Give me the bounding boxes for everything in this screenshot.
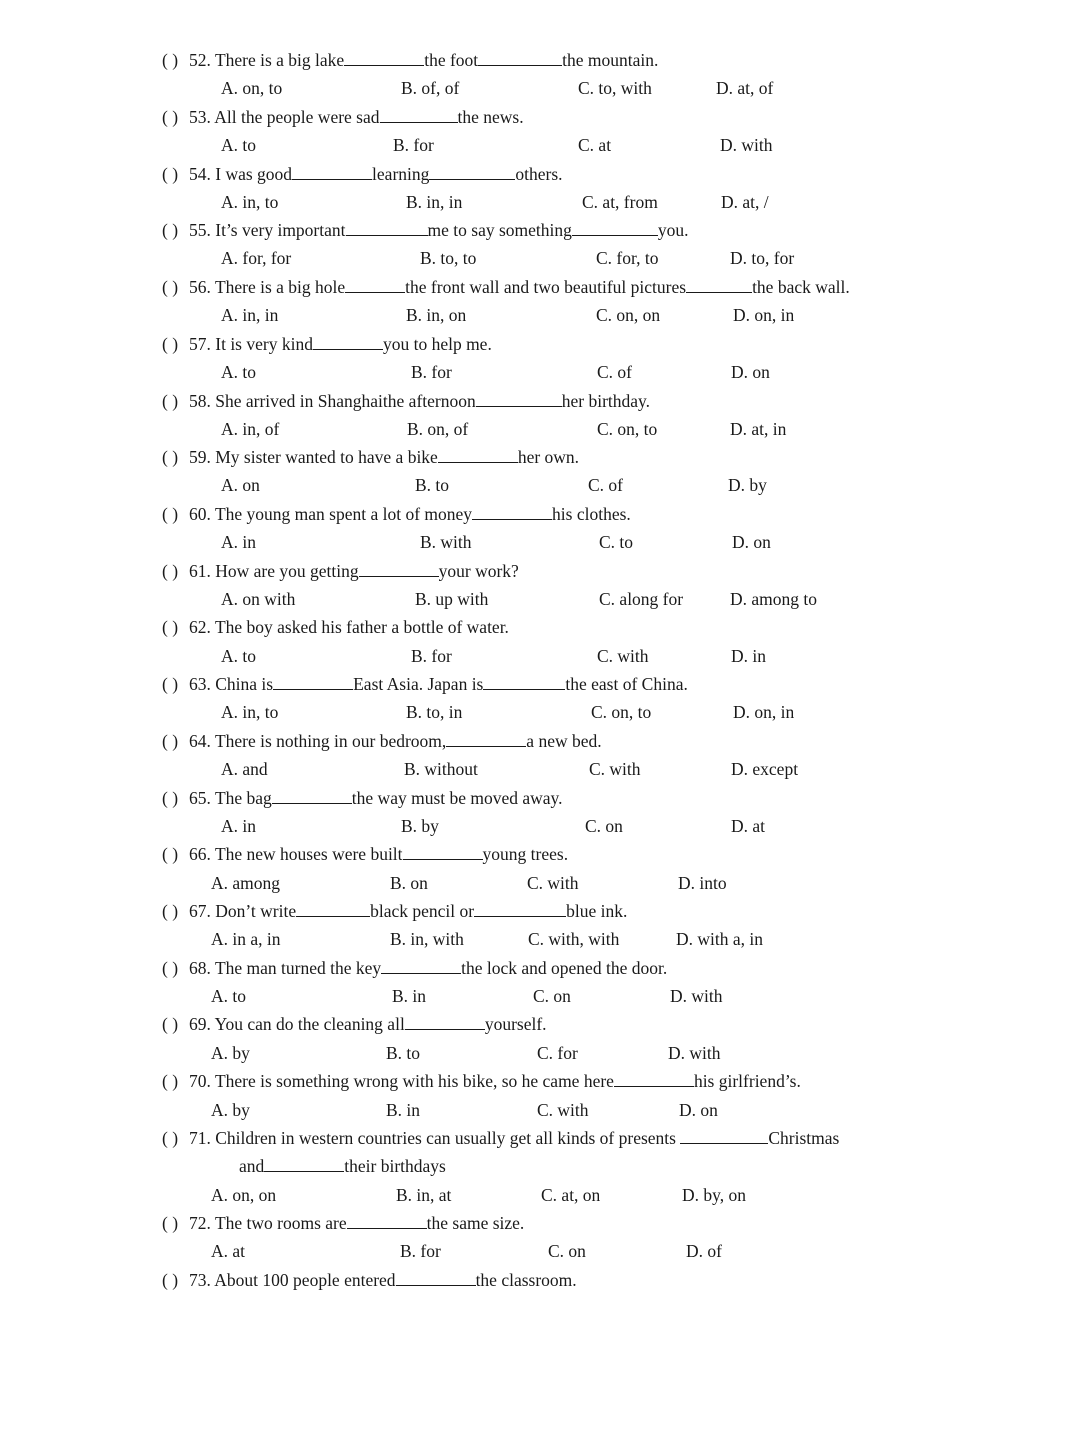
question-72: [0, 1209, 1080, 1237]
question-number: 59: [189, 447, 207, 467]
options-72: [0, 1237, 1080, 1265]
answer-bracket[interactable]: ( ): [162, 50, 179, 70]
stem-text: The two rooms are: [214, 1213, 347, 1233]
option-d[interactable]: D. among to: [730, 589, 818, 609]
option-b[interactable]: B. to: [415, 475, 450, 495]
option-b[interactable]: B. to, to: [420, 248, 477, 268]
answer-blank[interactable]: [403, 841, 483, 860]
options-55: [0, 244, 1080, 272]
option-d[interactable]: D. on, in: [733, 305, 795, 325]
question-number: 64: [189, 731, 207, 751]
options-67: [0, 925, 1080, 953]
stem-text: your work?: [438, 561, 519, 581]
answer-blank[interactable]: [347, 1210, 427, 1229]
option-b[interactable]: B. on: [390, 873, 428, 893]
question-71-continued: [0, 1152, 1080, 1180]
question-stem: 67. Don’t write black pencil or blue ink.: [189, 897, 627, 925]
options-62: [0, 642, 1080, 670]
options-52: [0, 74, 1080, 102]
answer-bracket[interactable]: ( ): [162, 220, 179, 240]
question-66: [0, 840, 1080, 868]
option-d[interactable]: D. with a, in: [676, 929, 764, 949]
answer-blank[interactable]: [292, 161, 372, 180]
answer-blank[interactable]: [483, 671, 565, 690]
stem-text: the way must be moved away.: [351, 788, 563, 808]
stem-text: blue ink.: [566, 901, 628, 921]
question-stem: 56. There is a big hole the front wall and two beautiful pictures the back wall.: [189, 273, 850, 301]
answer-blank[interactable]: [614, 1068, 694, 1087]
answer-blank[interactable]: [429, 161, 515, 180]
option-b[interactable]: B. for: [393, 135, 434, 155]
question-73: [0, 1266, 1080, 1294]
answer-blank[interactable]: [380, 104, 458, 123]
stem-text: East Asia. Japan is: [353, 674, 484, 694]
options-61: [0, 585, 1080, 613]
option-a[interactable]: A. on, to: [221, 78, 283, 98]
answer-bracket[interactable]: ( ): [162, 334, 179, 354]
option-d[interactable]: D. on: [732, 532, 771, 552]
option-b[interactable]: B. for: [411, 362, 452, 382]
option-d[interactable]: D. at, in: [730, 419, 787, 439]
stem-text: I was good: [215, 164, 293, 184]
option-a[interactable]: A. on, on: [211, 1185, 277, 1205]
option-a[interactable]: A. for, for: [221, 248, 292, 268]
question-stem: 58. She arrived in Shanghaithe afternoon her birthday.: [189, 387, 650, 415]
question-stem: 71. Children in western countries can usually get all kinds of presents Christmas: [189, 1124, 839, 1152]
answer-bracket[interactable]: ( ): [162, 788, 179, 808]
option-c[interactable]: C. with: [537, 1100, 589, 1120]
option-d[interactable]: D. into: [678, 873, 727, 893]
option-a[interactable]: A. in, to: [221, 192, 279, 212]
question-number: 57: [189, 334, 207, 354]
stem-text: The boy asked his father a bottle of water.: [214, 617, 509, 637]
option-b[interactable]: B. with: [420, 532, 472, 552]
option-b[interactable]: B. in: [392, 986, 427, 1006]
question-stem: 69. You can do the cleaning all yourself.: [189, 1010, 547, 1038]
stem-text: their birthdays: [344, 1156, 446, 1176]
answer-blank[interactable]: [472, 501, 552, 520]
question-56: [0, 273, 1080, 301]
option-a[interactable]: A. in, of: [221, 419, 280, 439]
option-a[interactable]: A. to: [221, 646, 256, 666]
stem-text: the foot: [424, 50, 479, 70]
answer-bracket[interactable]: ( ): [162, 844, 179, 864]
answer-bracket[interactable]: ( ): [162, 1270, 179, 1290]
answer-blank[interactable]: [476, 388, 562, 407]
question-stem: 53. All the people were sad the news.: [189, 103, 524, 131]
option-b[interactable]: B. by: [401, 816, 439, 836]
stem-text: There is a big hole: [214, 277, 346, 297]
question-stem: 65. The bag the way must be moved away.: [189, 784, 563, 812]
option-a[interactable]: A. on with: [221, 589, 296, 609]
question-stem: 70. There is something wrong with his bike, so he came here his girlfriend’s.: [189, 1067, 801, 1095]
option-a[interactable]: A. among: [211, 873, 281, 893]
answer-bracket[interactable]: ( ): [162, 447, 179, 467]
stem-text: others.: [515, 164, 563, 184]
answer-blank[interactable]: [680, 1125, 768, 1144]
answer-blank[interactable]: [438, 444, 518, 463]
option-b[interactable]: B. to, in: [406, 702, 463, 722]
option-c[interactable]: C. for, to: [596, 248, 659, 268]
question-63: [0, 670, 1080, 698]
answer-bracket[interactable]: ( ): [162, 731, 179, 751]
option-c[interactable]: C. on, to: [591, 702, 652, 722]
stem-text: the mountain.: [562, 50, 659, 70]
answer-blank[interactable]: [686, 274, 752, 293]
question-stem: 64. There is nothing in our bedroom, a new bed.: [189, 727, 602, 755]
answer-blank[interactable]: [273, 671, 353, 690]
stem-text: the classroom.: [475, 1270, 577, 1290]
question-stem: 55. It’s very important me to say something you.: [189, 216, 689, 244]
stem-text: The young man spent a lot of money: [214, 504, 473, 524]
answer-bracket[interactable]: ( ): [162, 1071, 179, 1091]
option-c[interactable]: C. of: [597, 362, 632, 382]
stem-text: the back wall.: [752, 277, 850, 297]
answer-blank[interactable]: [264, 1153, 344, 1172]
question-52: [0, 46, 1080, 74]
stem-text: a new bed.: [526, 731, 602, 751]
stem-text: My sister wanted to have a bike: [215, 447, 438, 467]
answer-blank[interactable]: [296, 898, 370, 917]
option-a[interactable]: A. and: [221, 759, 268, 779]
options-63: [0, 698, 1080, 726]
options-54: [0, 188, 1080, 216]
stem-text: There is something wrong with his bike, so he came here: [214, 1071, 614, 1091]
stem-text: The bag: [214, 788, 272, 808]
question-61: [0, 557, 1080, 585]
question-number: 73: [189, 1270, 207, 1290]
question-54: [0, 160, 1080, 188]
stem-text: The new houses were built: [214, 844, 403, 864]
question-59: [0, 443, 1080, 471]
question-number: 63: [189, 674, 207, 694]
stem-text: About 100 people entered: [214, 1270, 396, 1290]
question-stem: 57. It is very kind you to help me.: [189, 330, 492, 358]
option-a[interactable]: A. in, in: [221, 305, 279, 325]
stem-text: young trees.: [482, 844, 569, 864]
answer-bracket[interactable]: ( ): [162, 901, 179, 921]
question-53: [0, 103, 1080, 131]
stem-text: the news.: [457, 107, 524, 127]
option-c[interactable]: C. on: [548, 1241, 586, 1261]
option-b[interactable]: B. in, in: [406, 192, 463, 212]
option-d[interactable]: D. to, for: [730, 248, 795, 268]
answer-bracket[interactable]: ( ): [162, 674, 179, 694]
question-71: [0, 1124, 1080, 1152]
question-65: [0, 784, 1080, 812]
option-a[interactable]: A. to: [221, 362, 256, 382]
stem-text: Don’t write: [215, 901, 297, 921]
options-60: [0, 528, 1080, 556]
option-d[interactable]: D. in: [731, 646, 766, 666]
options-70: [0, 1096, 1080, 1124]
answer-bracket[interactable]: ( ): [162, 277, 179, 297]
question-67: [0, 897, 1080, 925]
question-62: [0, 613, 1080, 641]
stem-text: black pencil or: [370, 901, 475, 921]
question-stem: 73. About 100 people entered the classroom.: [189, 1266, 577, 1294]
stem-text: You can do the cleaning all: [214, 1014, 405, 1034]
stem-text: and: [239, 1156, 265, 1176]
stem-text: How are you getting: [215, 561, 359, 581]
stem-text: her birthday.: [561, 391, 651, 411]
option-a[interactable]: A. in: [221, 816, 256, 836]
option-b[interactable]: B. of, of: [401, 78, 460, 98]
stem-text: learning: [372, 164, 430, 184]
options-56: [0, 301, 1080, 329]
options-59: [0, 471, 1080, 499]
option-d[interactable]: D. with: [668, 1043, 721, 1063]
stem-text: you.: [657, 220, 689, 240]
stem-text: China is: [215, 674, 274, 694]
option-d[interactable]: D. on: [731, 362, 770, 382]
question-stem: 59. My sister wanted to have a bike her own.: [189, 443, 579, 471]
stem-text: Children in western countries can usually get all kinds of presents: [215, 1128, 676, 1148]
question-stem: 63. China is East Asia. Japan is the east of China.: [189, 670, 688, 698]
stem-text: the east of China.: [565, 674, 688, 694]
question-stem-continued: [239, 1152, 446, 1180]
answer-bracket[interactable]: ( ): [162, 1213, 179, 1233]
options-53: [0, 131, 1080, 159]
answer-blank[interactable]: [359, 558, 439, 577]
answer-blank[interactable]: [446, 728, 526, 747]
option-c[interactable]: C. on, on: [596, 305, 661, 325]
question-70: [0, 1067, 1080, 1095]
answer-bracket[interactable]: ( ): [162, 504, 179, 524]
answer-bracket[interactable]: ( ): [162, 561, 179, 581]
stem-text: There is nothing in our bedroom,: [214, 731, 447, 751]
question-55: [0, 216, 1080, 244]
answer-bracket[interactable]: ( ): [162, 391, 179, 411]
option-a[interactable]: A. in a, in: [211, 929, 281, 949]
question-stem: 62. The boy asked his father a bottle of water.: [189, 617, 509, 637]
question-stem: 60. The young man spent a lot of money his clothes.: [189, 500, 631, 528]
question-stem: 66. The new houses were built young trees.: [189, 840, 568, 868]
stem-text: She arrived in Shanghaithe afternoon: [215, 391, 476, 411]
options-71: [0, 1181, 1080, 1209]
stem-text: All the people were sad: [214, 107, 380, 127]
option-c[interactable]: C. with: [527, 873, 579, 893]
option-b[interactable]: B. to: [386, 1043, 421, 1063]
question-number: 62: [189, 617, 207, 637]
option-b[interactable]: B. in, on: [406, 305, 467, 325]
question-69: [0, 1010, 1080, 1038]
stem-text: the lock and opened the door.: [461, 958, 668, 978]
option-c[interactable]: C. at, from: [582, 192, 658, 212]
option-a[interactable]: A. by: [211, 1100, 250, 1120]
answer-bracket[interactable]: ( ): [162, 164, 179, 184]
option-d[interactable]: D. except: [731, 759, 799, 779]
option-d[interactable]: D. by, on: [682, 1185, 747, 1205]
question-number: 66: [189, 844, 207, 864]
option-c[interactable]: C. with, with: [528, 929, 620, 949]
option-d[interactable]: D. at, of: [716, 78, 774, 98]
question-number: 56: [189, 277, 207, 297]
option-d[interactable]: D. on, in: [733, 702, 795, 722]
answer-blank[interactable]: [381, 955, 461, 974]
option-c[interactable]: C. on, to: [597, 419, 658, 439]
question-60: [0, 500, 1080, 528]
answer-blank[interactable]: [474, 898, 566, 917]
answer-bracket[interactable]: ( ): [162, 107, 179, 127]
stem-text: It’s very important: [215, 220, 346, 240]
question-number: 65: [189, 788, 207, 808]
stem-text: me to say something: [427, 220, 572, 240]
option-c[interactable]: C. to, with: [578, 78, 652, 98]
stem-text: yourself.: [484, 1014, 547, 1034]
option-d[interactable]: D. of: [686, 1241, 722, 1261]
option-a[interactable]: A. to: [211, 986, 246, 1006]
option-a[interactable]: A. on: [221, 475, 260, 495]
answer-bracket[interactable]: ( ): [162, 1014, 179, 1034]
option-c[interactable]: C. on: [533, 986, 571, 1006]
options-57: [0, 358, 1080, 386]
question-number: 60: [189, 504, 207, 524]
option-b[interactable]: B. without: [404, 759, 478, 779]
option-a[interactable]: A. by: [211, 1043, 250, 1063]
option-c[interactable]: C. for: [537, 1043, 578, 1063]
question-64: [0, 727, 1080, 755]
answer-blank[interactable]: [346, 217, 428, 236]
stem-text: The man turned the key: [214, 958, 382, 978]
question-stem: 68. The man turned the key the lock and opened the door.: [189, 954, 667, 982]
stem-text: her own.: [517, 447, 580, 467]
option-d[interactable]: D. with: [720, 135, 773, 155]
answer-blank[interactable]: [396, 1267, 476, 1286]
option-d[interactable]: D. by: [728, 475, 767, 495]
answer-bracket[interactable]: ( ): [162, 1128, 179, 1148]
answer-blank[interactable]: [345, 274, 405, 293]
question-68: [0, 954, 1080, 982]
stem-text: There is a big lake: [214, 50, 345, 70]
stem-text: the front wall and two beautiful pictures: [405, 277, 687, 297]
options-66: [0, 869, 1080, 897]
answer-bracket[interactable]: ( ): [162, 958, 179, 978]
option-b[interactable]: B. in, with: [390, 929, 464, 949]
option-d[interactable]: D. on: [679, 1100, 718, 1120]
answer-blank[interactable]: [405, 1011, 485, 1030]
option-a[interactable]: A. in: [221, 532, 256, 552]
option-c[interactable]: C. with: [589, 759, 641, 779]
question-stem: 72. The two rooms are the same size.: [189, 1209, 524, 1237]
question-number: 55: [189, 220, 207, 240]
option-c[interactable]: C. at: [578, 135, 612, 155]
option-b[interactable]: B. up with: [415, 589, 489, 609]
option-d[interactable]: D. at, /: [721, 192, 769, 212]
options-64: [0, 755, 1080, 783]
question-number: 52: [189, 50, 207, 70]
option-b[interactable]: B. on, of: [407, 419, 469, 439]
answer-blank[interactable]: [272, 785, 352, 804]
question-number: 71: [189, 1128, 207, 1148]
answer-blank[interactable]: [344, 47, 424, 66]
stem-text: It is very kind: [215, 334, 313, 354]
option-c[interactable]: C. to: [599, 532, 634, 552]
question-number: 61: [189, 561, 207, 581]
question-58: [0, 387, 1080, 415]
option-c[interactable]: C. with: [597, 646, 649, 666]
question-stem: 61. How are you getting your work?: [189, 557, 519, 585]
options-69: [0, 1039, 1080, 1067]
stem-text: you to help me.: [382, 334, 492, 354]
question-number: 69: [189, 1014, 207, 1034]
options-65: [0, 812, 1080, 840]
question-number: 70: [189, 1071, 207, 1091]
option-a[interactable]: A. at: [211, 1241, 246, 1261]
option-c[interactable]: C. on: [585, 816, 623, 836]
question-number: 58: [189, 391, 207, 411]
option-a[interactable]: A. to: [221, 135, 256, 155]
question-57: [0, 330, 1080, 358]
option-b[interactable]: B. for: [411, 646, 452, 666]
option-c[interactable]: C. of: [588, 475, 623, 495]
question-stem: 52. There is a big lake the foot the mountain.: [189, 46, 658, 74]
options-58: [0, 415, 1080, 443]
answer-blank[interactable]: [572, 217, 658, 236]
stem-text: the same size.: [426, 1213, 525, 1233]
question-number: 67: [189, 901, 207, 921]
stem-text: Christmas: [768, 1128, 840, 1148]
option-b[interactable]: B. for: [400, 1241, 441, 1261]
question-number: 68: [189, 958, 207, 978]
answer-blank[interactable]: [313, 331, 383, 350]
answer-bracket[interactable]: ( ): [162, 617, 179, 637]
question-number: 72: [189, 1213, 207, 1233]
option-a[interactable]: A. in, to: [221, 702, 279, 722]
option-c[interactable]: C. along for: [599, 589, 684, 609]
option-d[interactable]: D. at: [731, 816, 766, 836]
option-c[interactable]: C. at, on: [541, 1185, 601, 1205]
stem-text: his girlfriend’s.: [693, 1071, 801, 1091]
option-b[interactable]: B. in: [386, 1100, 421, 1120]
question-stem: 54. I was good learning others.: [189, 160, 563, 188]
question-number: 54: [189, 164, 207, 184]
question-number: 53: [189, 107, 207, 127]
answer-blank[interactable]: [478, 47, 562, 66]
option-d[interactable]: D. with: [670, 986, 723, 1006]
option-b[interactable]: B. in, at: [396, 1185, 452, 1205]
stem-text: his clothes.: [552, 504, 631, 524]
options-68: [0, 982, 1080, 1010]
